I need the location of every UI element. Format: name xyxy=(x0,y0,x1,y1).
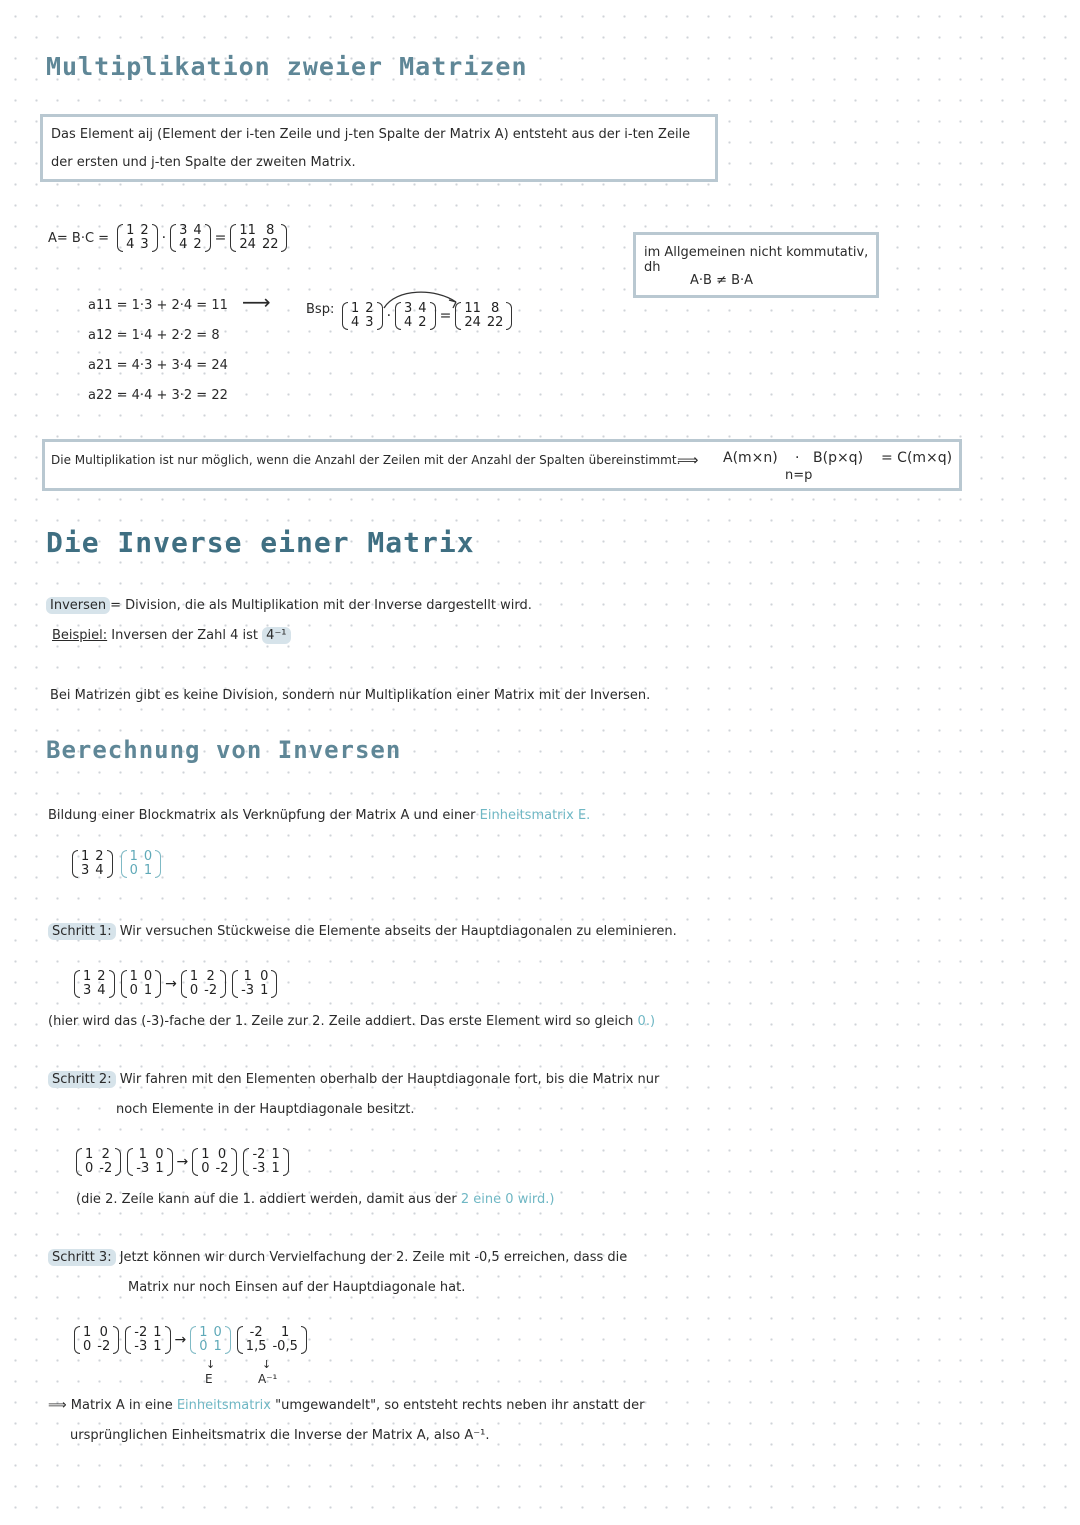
matrix-A3 xyxy=(190,1326,231,1354)
matrix-cell: 0 xyxy=(99,1325,108,1340)
matrix-A1-right-bracket xyxy=(220,970,226,998)
step-1-matrices xyxy=(74,966,277,1002)
matrix-A3-right-bracket xyxy=(225,1326,231,1354)
matrix-E0-step1-right-bracket xyxy=(155,970,161,998)
matrix-E3 xyxy=(237,1326,307,1354)
calc-a22: a22 = 4·4 + 3·2 = 22 xyxy=(88,388,228,403)
matrix-cell: 3 xyxy=(83,983,92,998)
matrix-cell: 1 xyxy=(143,983,153,998)
matrix-A2-right-bracket xyxy=(231,1148,237,1176)
matrix-cell: 1 xyxy=(281,1325,290,1340)
matrix-C xyxy=(170,224,211,252)
matrix-cell: 1 xyxy=(153,1325,162,1340)
step-1 xyxy=(48,924,677,939)
matrix-E1-cells xyxy=(238,970,271,998)
matrix-A0-step1-cells xyxy=(80,970,109,998)
matrix-cell: 0 xyxy=(143,849,153,864)
step-2-matrices xyxy=(76,1144,289,1180)
matrix-A0-step1 xyxy=(74,970,115,998)
equals-sign: = xyxy=(214,230,227,246)
matrix-A xyxy=(230,224,287,252)
matrix-cell: 1 xyxy=(201,1147,210,1162)
matrix-B xyxy=(117,224,158,252)
block-matrix-0 xyxy=(72,846,161,882)
matrix-E1-step2-right-bracket xyxy=(167,1148,173,1176)
step-2-note-text: (die 2. Zeile kann auf die 1. addiert werden, damit aus der xyxy=(76,1192,457,1207)
dot-operator: · xyxy=(161,230,167,246)
matrix-cell: 4 xyxy=(193,223,202,238)
matrix-cell: 0 xyxy=(155,1147,164,1162)
matrix-cell: 4 xyxy=(126,237,135,252)
matrix-cell: 24 xyxy=(464,315,481,330)
matrix-E2 xyxy=(243,1148,288,1176)
dimension-B: B(p×q) xyxy=(813,450,864,466)
title-inverse: Die Inverse einer Matrix xyxy=(46,526,475,559)
matrix-cell: 3 xyxy=(404,301,413,316)
condition-box xyxy=(42,439,962,491)
matrix-E1-right-bracket xyxy=(271,970,277,998)
step-2 xyxy=(48,1072,659,1087)
matrix-cell: 0 xyxy=(217,1147,227,1162)
matrix-A2-step3-cells xyxy=(80,1326,113,1354)
step-2-label: Schritt 2: xyxy=(48,1071,116,1088)
matrix-A1-step2-cells xyxy=(82,1148,115,1176)
step-3-arrow-icon: → xyxy=(174,1332,187,1348)
matrix-E2-step3-right-bracket xyxy=(165,1326,171,1354)
matrix-cell: 4 xyxy=(418,301,427,316)
dimension-A: A(m×n) xyxy=(723,450,778,466)
matrix-cell: 1 xyxy=(81,849,90,864)
matrix-E2-step3-cells xyxy=(131,1326,164,1354)
matrix-cell: 1 xyxy=(85,1147,94,1162)
matrix-A0-cells xyxy=(78,850,107,878)
bsp-matrix-B-cells xyxy=(348,302,377,330)
step-2-line-1: Wir fahren mit den Elementen oberhalb der Hauptdiagonale fort, bis die Matrix nur xyxy=(119,1072,660,1087)
matrix-cell: 1 xyxy=(129,969,138,984)
matrix-E2-step3 xyxy=(125,1326,170,1354)
matrix-cell: 3 xyxy=(81,863,90,878)
matrix-cell: 22 xyxy=(261,237,279,252)
example-prefix: A= B·C = xyxy=(48,230,110,246)
condition-text: Die Multiplikation ist nur möglich, wenn die Anzahl der Zeilen mit der Anzahl der Spalten übereinstimmt. xyxy=(51,453,681,467)
matrix-cell: 0 xyxy=(85,1161,94,1176)
dimension-dot: · xyxy=(795,450,800,466)
matrix-cell: 8 xyxy=(490,301,500,316)
matrix-cell: 1 xyxy=(83,1325,92,1340)
matrix-cell: 0 xyxy=(189,983,199,998)
step-2-note-teal: 2 eine 0 wird.) xyxy=(460,1192,555,1207)
calc-a11: a11 = 1·3 + 2·4 = 11 xyxy=(88,298,228,313)
matrix-cell: 1 xyxy=(129,849,138,864)
step-2-line-2: noch Elemente in der Hauptdiagonale besitzt. xyxy=(116,1102,415,1117)
matrix-A2-step3 xyxy=(74,1326,119,1354)
matrix-cell: -2 xyxy=(97,1339,111,1354)
conclusion-teal: Einheitsmatrix xyxy=(176,1398,271,1413)
commutative-line-2: A·B ≠ B·A xyxy=(690,273,754,288)
example-equation xyxy=(48,218,287,258)
matrix-cell: 8 xyxy=(266,223,275,238)
matrix-cell: 1 xyxy=(271,1161,280,1176)
matrix-cell: 1 xyxy=(351,301,360,316)
matrix-cell: 11 xyxy=(464,301,481,316)
matrix-cell: 1 xyxy=(243,969,252,984)
title-calculation: Berechnung von Inversen xyxy=(46,736,402,764)
matrix-cell: 0 xyxy=(129,983,138,998)
bsp-matrix-A-right-bracket xyxy=(506,302,512,330)
matrix-A2 xyxy=(192,1148,237,1176)
step-1-note-text: (hier wird das (-3)-fache der 1. Zeile zur 2. Zeile addiert. Das erste Element wird so gleich xyxy=(48,1014,634,1029)
commutative-note-box xyxy=(633,232,879,298)
matrix-cell: 1 xyxy=(189,969,199,984)
matrix-cell: 4 xyxy=(97,983,106,998)
matrix-cell: -2 xyxy=(215,1161,229,1176)
matrix-E0-step1-cells xyxy=(127,970,156,998)
matrix-cell: -3 xyxy=(136,1161,150,1176)
inverse-highlight: Inversen xyxy=(46,597,110,614)
matrix-A3-cells xyxy=(196,1326,225,1354)
definition-line-1: Das Element aij (Element der i-ten Zeile und j-ten Spalte der Matrix A) entsteht aus der i-ten Zeile xyxy=(51,127,691,142)
matrix-cell: 1 xyxy=(126,223,135,238)
matrix-B-cells xyxy=(123,224,152,252)
matrix-A-cells xyxy=(236,224,281,252)
matrix-cell: 0 xyxy=(201,1161,210,1176)
matrix-cell: 24 xyxy=(239,237,256,252)
matrix-cell: 1 xyxy=(155,1161,164,1176)
matrix-cell: 22 xyxy=(486,315,504,330)
matrix-E3-cells xyxy=(243,1326,301,1354)
block-matrix-intro-teal: Einheitsmatrix E. xyxy=(479,808,591,823)
matrix-A0-step1-right-bracket xyxy=(109,970,115,998)
step-3-label: Schritt 3: xyxy=(48,1249,116,1266)
matrix-cell: 1 xyxy=(213,1339,222,1354)
matrix-cell: 3 xyxy=(179,223,188,238)
inverse-example-label: Beispiel: xyxy=(52,628,108,643)
matrices-note: Bei Matrizen gibt es keine Division, sondern nur Multiplikation einer Matrix mit der Inversen. xyxy=(50,688,651,703)
matrix-E1-step2-cells xyxy=(133,1148,166,1176)
matrix-cell: 1 xyxy=(153,1339,162,1354)
step-3-line-1: Jetzt können wir durch Vervielfachung der 2. Zeile mit -0,5 erreichen, dass die xyxy=(119,1250,628,1265)
step-1-note-teal: 0.) xyxy=(637,1014,656,1029)
matrix-E2-cells xyxy=(249,1148,282,1176)
matrix-cell: 1 xyxy=(138,1147,147,1162)
matrix-E1-step2 xyxy=(127,1148,172,1176)
inverse-example xyxy=(52,628,291,643)
matrix-cell: 3 xyxy=(365,315,374,330)
matrix-E3-right-bracket xyxy=(301,1326,307,1354)
matrix-A0-right-bracket xyxy=(107,850,113,878)
inverse-definition xyxy=(46,598,532,613)
matrix-cell: -2 xyxy=(204,983,218,998)
matrix-A2-cells xyxy=(198,1148,231,1176)
matrix-B-right-bracket xyxy=(152,224,158,252)
matrix-cell: -2 xyxy=(134,1325,148,1340)
label-A-inverse: A⁻¹ xyxy=(258,1372,278,1386)
matrix-cell: 2 xyxy=(206,969,215,984)
step-3 xyxy=(48,1250,627,1265)
step-1-arrow-icon: → xyxy=(165,976,177,992)
block-matrix-intro-text: Bildung einer Blockmatrix als Verknüpfung der Matrix A und einer xyxy=(48,808,476,823)
matrix-cell: 4 xyxy=(179,237,188,252)
matrix-cell: -3 xyxy=(241,983,255,998)
matrix-cell: -2 xyxy=(249,1325,263,1340)
matrix-cell: 2 xyxy=(140,223,149,238)
label-E: E xyxy=(205,1372,213,1386)
matrix-cell: 4 xyxy=(351,315,360,330)
matrix-cell: 1,5 xyxy=(245,1339,267,1354)
matrix-cell: -2 xyxy=(99,1161,113,1176)
matrix-cell: 2 xyxy=(193,237,202,252)
step-2-note xyxy=(76,1192,555,1207)
matrix-A2-step3-right-bracket xyxy=(113,1326,119,1354)
conclusion-a: ⟹ Matrix A in eine xyxy=(48,1398,173,1413)
inverse-definition-text: = Division, die als Multiplikation mit der Inverse dargestellt wird. xyxy=(110,598,532,613)
conclusion-b: "umgewandelt", so entsteht rechts neben ihr anstatt der xyxy=(275,1398,645,1413)
matrix-cell: 1 xyxy=(260,983,269,998)
block-matrix-intro xyxy=(48,808,590,823)
matrix-E0-step1 xyxy=(121,970,162,998)
matrix-cell: 2 xyxy=(97,969,106,984)
down-arrow-icon-Ainv: ↓ xyxy=(262,1358,272,1371)
matrix-A1-cells xyxy=(187,970,220,998)
matrix-cell: 1 xyxy=(143,863,153,878)
matrix-cell: 1 xyxy=(271,1147,280,1162)
bsp-equals-sign: = xyxy=(439,308,452,324)
curved-arrow-icon xyxy=(376,286,486,336)
conclusion-line-1 xyxy=(48,1398,644,1413)
conclusion-line-2: ursprünglichen Einheitsmatrix die Inverse der Matrix A, also A⁻¹. xyxy=(70,1428,490,1443)
matrix-cell: 1 xyxy=(83,969,92,984)
matrix-cell: 3 xyxy=(140,237,149,252)
step-1-text: Wir versuchen Stückweise die Elemente abseits der Hauptdiagonalen zu eleminieren. xyxy=(119,924,677,939)
inverse-example-value: 4⁻¹ xyxy=(262,627,290,644)
bsp-label: Bsp: xyxy=(306,302,335,317)
matrix-cell: 1 xyxy=(199,1325,208,1340)
matrix-E0 xyxy=(121,850,162,878)
matrix-A1-step2 xyxy=(76,1148,121,1176)
right-arrow-icon: ⟶ xyxy=(242,290,271,314)
matrix-cell: -2 xyxy=(252,1147,266,1162)
matrix-cell: 4 xyxy=(95,863,104,878)
matrix-cell: 0 xyxy=(199,1339,208,1354)
dimension-C: = C(m×q) xyxy=(881,450,953,466)
calc-a12: a12 = 1·4 + 2·2 = 8 xyxy=(88,328,220,343)
matrix-E1 xyxy=(232,970,277,998)
matrix-cell: -0,5 xyxy=(272,1339,298,1354)
calc-a21: a21 = 4·3 + 3·4 = 24 xyxy=(88,358,228,373)
matrix-cell: 11 xyxy=(239,223,256,238)
matrix-E0-right-bracket xyxy=(155,850,161,878)
title-multiplication: Multiplikation zweier Matrizen xyxy=(46,52,528,81)
step-1-label: Schritt 1: xyxy=(48,923,116,940)
step-3-matrices xyxy=(74,1322,307,1358)
inverse-example-text: Inversen der Zahl 4 ist xyxy=(111,628,259,643)
bsp-dot-operator: · xyxy=(386,308,392,324)
commutative-line-1: im Allgemeinen nicht kommutativ, dh xyxy=(644,245,869,275)
matrix-cell: 2 xyxy=(101,1147,110,1162)
step-3-line-2: Matrix nur noch Einsen auf der Hauptdiagonale hat. xyxy=(128,1280,466,1295)
down-arrow-icon-E: ↓ xyxy=(206,1358,216,1371)
matrix-A1 xyxy=(181,970,226,998)
matrix-E0-cells xyxy=(127,850,156,878)
matrix-cell: 0 xyxy=(213,1325,222,1340)
definition-box xyxy=(40,114,718,182)
definition-line-2: der ersten und j-ten Spalte der zweiten Matrix. xyxy=(51,155,356,170)
matrix-cell: 0 xyxy=(129,863,138,878)
matrix-cell: 0 xyxy=(260,969,269,984)
matrix-cell: 0 xyxy=(143,969,153,984)
implies-icon: ⟹ xyxy=(677,451,699,469)
matrix-cell: -3 xyxy=(252,1161,266,1176)
matrix-cell: 0 xyxy=(83,1339,92,1354)
matrix-A1-step2-right-bracket xyxy=(115,1148,121,1176)
matrix-C-cells xyxy=(176,224,205,252)
matrix-E2-right-bracket xyxy=(283,1148,289,1176)
matrix-cell: 2 xyxy=(418,315,427,330)
matrix-cell: 2 xyxy=(95,849,104,864)
dimension-condition: n=p xyxy=(785,468,813,483)
matrix-cell: 2 xyxy=(365,301,374,316)
matrix-A-right-bracket xyxy=(281,224,287,252)
step-1-note xyxy=(48,1014,655,1029)
matrix-C-right-bracket xyxy=(205,224,211,252)
matrix-A0 xyxy=(72,850,113,878)
matrix-cell: -3 xyxy=(134,1339,148,1354)
step-2-arrow-icon: → xyxy=(176,1154,189,1170)
matrix-cell: 4 xyxy=(404,315,413,330)
